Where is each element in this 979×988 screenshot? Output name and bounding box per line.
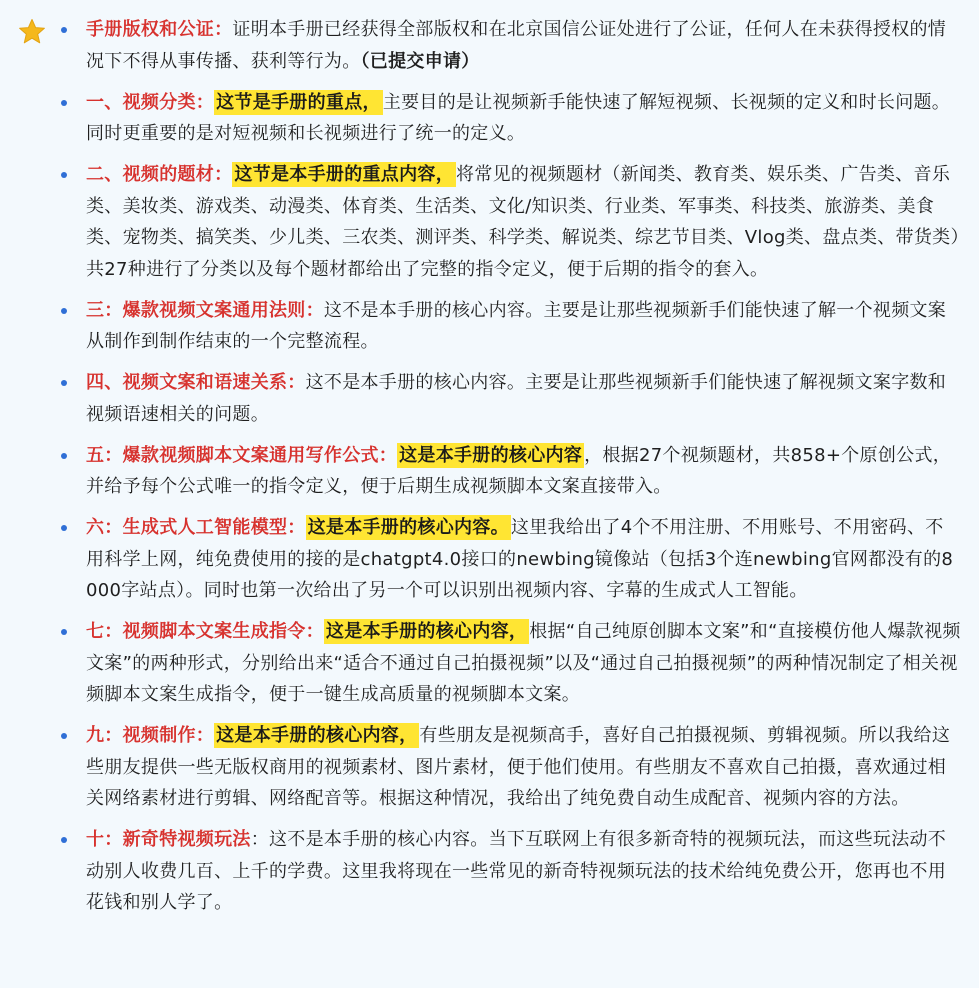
feature-list [56,14,961,928]
item-text: 这里我给出了4个不用注册、不用账号、不用密码、不用科学上网，纯免费使用的接的是chatgpt4.0接口的newbing镜像站（包括3个连newbing官网都没有的8000字站点）。同时也第一次给出了另一个可以识别出视频内容、字幕的生成式人工智能。 [86,517,954,601]
list-item [56,367,961,430]
list-item [56,512,961,607]
item-text: 这不是本手册的核心内容。主要是让那些视频新手们能快速了解视频文案字数和视频语速相关的问题。 [86,372,947,425]
item-text: 根据“自己纯原创脚本文案”和“直接模仿他人爆款视频文案”的两种形式，分别给出来“适合不通过自己拍摄视频”以及“通过自己拍摄视频”的两种情况制定了相关视频脚本文案生成指令，便于一键生成高质量的视频脚本文案。 [86,621,961,705]
item-highlight: 这是本手册的核心内容。 [307,517,509,538]
item-highlight: 这是本手册的核心内容 [399,444,583,466]
list-item [56,440,961,503]
item-title: 三：爆款视频文案通用法则： [86,299,324,321]
list-item [56,87,961,150]
item-title: 一、视频分类： [86,91,215,113]
list-item [56,824,961,919]
item-text: 将常见的视频题材（新闻类、教育类、娱乐类、广告类、音乐类、美妆类、游戏类、动漫类、体育类、生活类、文化/知识类、行业类、军事类、科技类、旅游类、美食类、宠物类、搞笑类、少儿类、三农类、测评类、科学类、解说类、综艺节目类、Vlog类、盘点类、带货类）共27种进行了分类以及每个题材都给出了完整的指令定义，便于后期的指令的套入。 [86,164,960,280]
list-item [56,295,961,358]
item-text: 这不是本手册的核心内容。主要是让那些视频新手们能快速了解一个视频文案从制作到制作结束的一个完整流程。 [86,299,947,352]
item-title: 二、视频的题材： [86,164,233,185]
item-highlight: 这是本手册的核心内容， [325,621,528,642]
item-text: 有些朋友是视频高手，喜好自己拍摄视频、剪辑视频。所以我给这些朋友提供一些无版权商用的视频素材、图片素材，便于他们使用。有些朋友不喜欢自己拍摄，喜欢通过相关网络素材进行剪辑、网络配音等。根据这种情况，我给出了纯免费自动生成配音、视频内容的方法。 [86,725,951,809]
list-item [56,616,961,711]
item-title: 七：视频脚本文案生成指令： [86,621,324,642]
item-title: 十：新奇特视频玩法 [86,829,251,850]
item-title: 四、视频文案和语速关系： [86,372,306,393]
list-item [56,14,961,77]
list-item [56,720,961,815]
item-title: 手册版权和公证： [86,19,233,40]
item-highlight: 这是本手册的核心内容， [216,725,418,746]
list-item [56,159,961,285]
item-text: ：这不是本手册的核心内容。当下互联网上有很多新奇特的视频玩法，而这些玩法动不动别人收费几百、上千的学费。这里我将现在一些常见的新奇特视频玩法的技术给纯免费公开，您再也不用花钱和别人学了。 [86,829,947,913]
item-bold-note: （已提交申请） [360,50,480,72]
item-highlight: 这节是手册的重点， [216,91,381,113]
item-text: ，根据27个视频题材，共858+个原创公式，并给予每个公式唯一的指令定义，便于后期生成视频脚本文案直接带入。 [86,444,952,497]
item-text: 证明本手册已经获得全部版权和在北京国信公证处进行了公证，任何人在未获得授权的情况下不得从事传播、获利等行为。 [86,19,947,72]
item-text: 主要目的是让视频新手能快速了解短视频、长视频的定义和时长问题。同时更重要的是对短视频和长视频进行了统一的定义。 [86,91,951,144]
item-title: 九：视频制作： [86,725,215,746]
item-highlight: 这节是本手册的重点内容， [234,164,455,185]
star-icon [18,18,46,46]
item-title: 五：爆款视频脚本文案通用写作公式： [86,444,398,466]
item-title: 六：生成式人工智能模型： [86,517,306,538]
